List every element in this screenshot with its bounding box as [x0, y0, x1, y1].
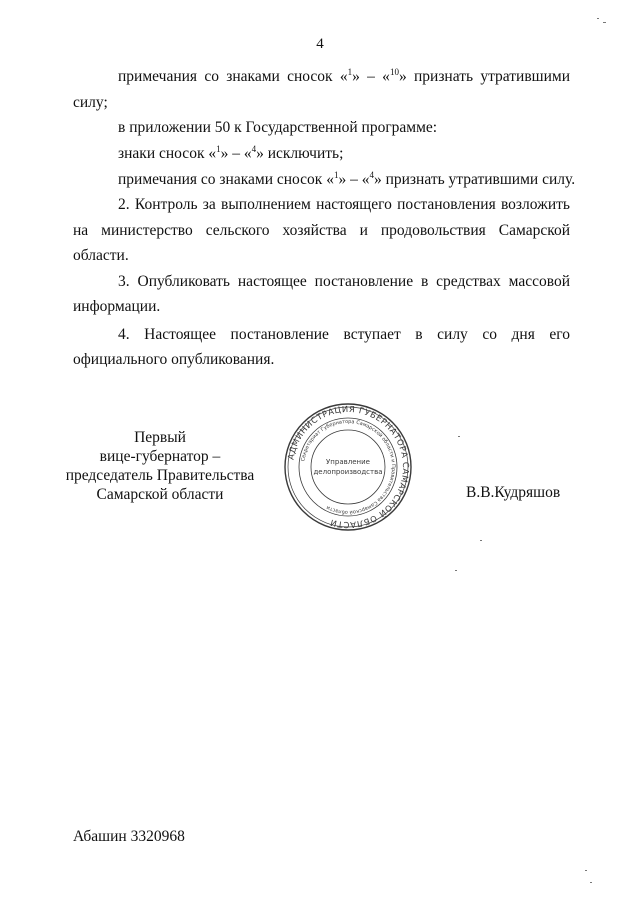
- page-number: 4: [316, 36, 324, 52]
- scan-speck: [585, 870, 587, 871]
- body-line-4: знаки сносок «$^1$» – «$^4$» исключить;: [118, 143, 344, 162]
- scan-speck: [458, 436, 460, 437]
- signatory-title-line-1: Первый: [134, 429, 186, 446]
- executor-footer: Абашин 3320968: [73, 828, 185, 845]
- body-line-1: примечания со знаками сносок «$^1$» – «$^{10}$» признать утратившими: [118, 66, 570, 85]
- paragraph-4-line-2: официального опубликования.: [73, 351, 275, 368]
- signatory-title-line-2: вице-губернатор –: [99, 448, 221, 465]
- scan-speck: [455, 570, 457, 571]
- paragraph-3-line-2: информации.: [73, 298, 161, 315]
- paragraph-2-line-3: области.: [73, 247, 129, 264]
- seal-inner-text: Секретариат Губернатора Самарской области и Правительства Самарской области: [300, 418, 397, 516]
- seal-center-line-2: делопроизводства: [313, 468, 383, 476]
- paragraph-2-line-2: на министерство сельского хозяйства и продовольствия Самарской: [73, 222, 570, 239]
- body-line-3: в приложении 50 к Государственной программе:: [118, 119, 438, 136]
- signatory-name: В.В.Кудряшов: [466, 484, 561, 501]
- scan-speck: [480, 540, 482, 541]
- signatory-title-line-3: председатель Правительства: [65, 467, 255, 484]
- scan-speck: [597, 18, 599, 19]
- signatory-title-line-4: Самарской области: [96, 486, 224, 503]
- seal-middle-ring: [299, 418, 397, 516]
- scan-speck: [603, 22, 606, 23]
- official-seal: [283, 402, 413, 532]
- seal-center-line-1: Управление: [326, 458, 370, 466]
- seal-outer-text: АДМИНИСТРАЦИЯ ГУБЕРНАТОРА САМАРСКОЙ ОБЛАСТИ: [285, 403, 412, 531]
- paragraph-4-line-1: 4. Настоящее постановление вступает в силу со дня его: [118, 326, 570, 343]
- seal-inner-ring: [311, 430, 385, 504]
- paragraph-3-line-1: 3. Опубликовать настоящее постановление в средствах массовой: [118, 273, 570, 290]
- paragraph-2-line-1: 2. Контроль за выполнением настоящего постановления возложить: [118, 196, 570, 213]
- scan-speck: [590, 882, 592, 883]
- signatory-title: [55, 428, 265, 504]
- body-line-5: примечания со знаками сносок «$^1$» – «$^4$» признать утратившими силу.: [118, 169, 576, 188]
- body-line-2: силу;: [73, 94, 108, 111]
